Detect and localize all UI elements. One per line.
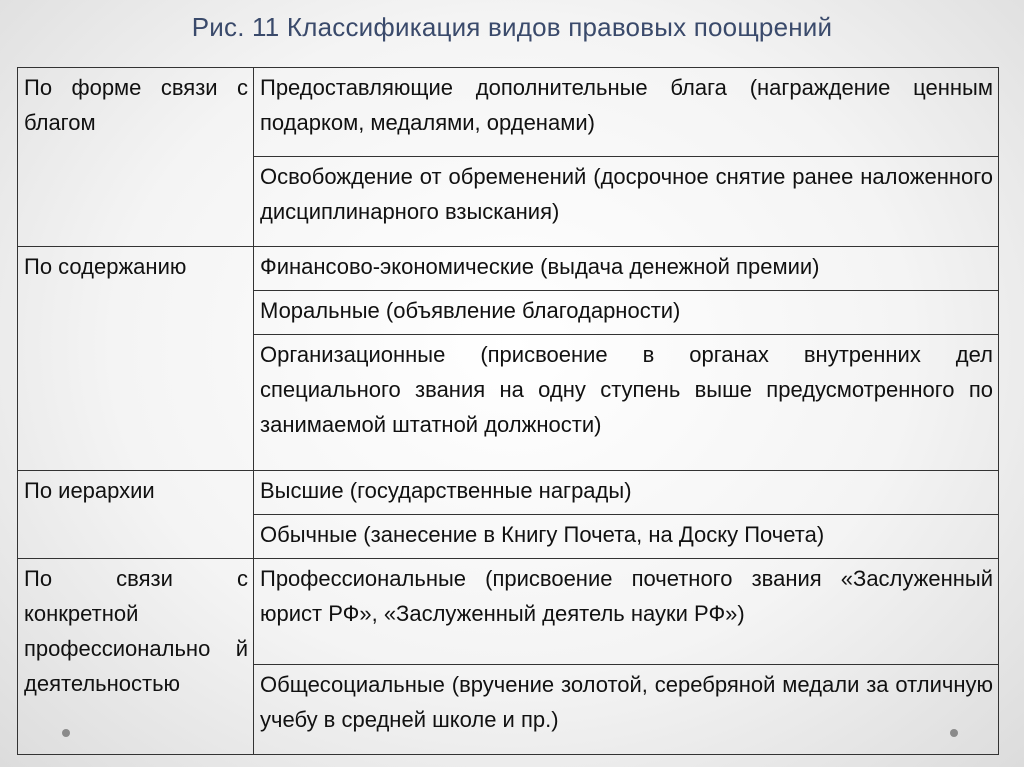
slide-bullet-left-icon [62,729,70,737]
item-moral: Моральные (объявление благодарности) [254,291,999,335]
classification-table [17,67,999,755]
table-row [18,471,999,515]
table-row [18,68,999,157]
table-row [18,559,999,665]
category-professional-activity: По связи с конкретной профессионально й деятельностью [18,559,254,755]
item-organizational: Организационные (присвоение в органах внутренних дел специального звания на одну ступень выше предусмотренного по занимаемой штатной должности) [254,335,999,471]
item-ordinary: Обычные (занесение в Книгу Почета, на Доску Почета) [254,515,999,559]
category-by-content: По содержанию [18,247,254,471]
item-release-from-burdens: Освобождение от обременений (досрочное снятие ранее наложенного дисциплинарного взыскания) [254,157,999,247]
item-additional-benefits: Предоставляющие дополнительные блага (награждение ценным подарком, медалями, орденами) [254,68,999,157]
slide-bullet-right-icon [950,729,958,737]
item-financial: Финансово-экономические (выдача денежной премии) [254,247,999,291]
page-title: Рис. 11 Классификация видов правовых поощрений [191,12,833,42]
category-by-hierarchy: По иерархии [18,471,254,559]
category-form-of-benefit: По форме связи с благом [18,68,254,247]
item-general-social: Общесоциальные (вручение золотой, серебряной медали за отличную учебу в средней школе и пр.) [254,665,999,755]
table-row [18,247,999,291]
item-highest: Высшие (государственные награды) [254,471,999,515]
item-professional: Профессиональные (присвоение почетного звания «Заслуженный юрист РФ», «Заслуженный деятель науки РФ») [254,559,999,665]
